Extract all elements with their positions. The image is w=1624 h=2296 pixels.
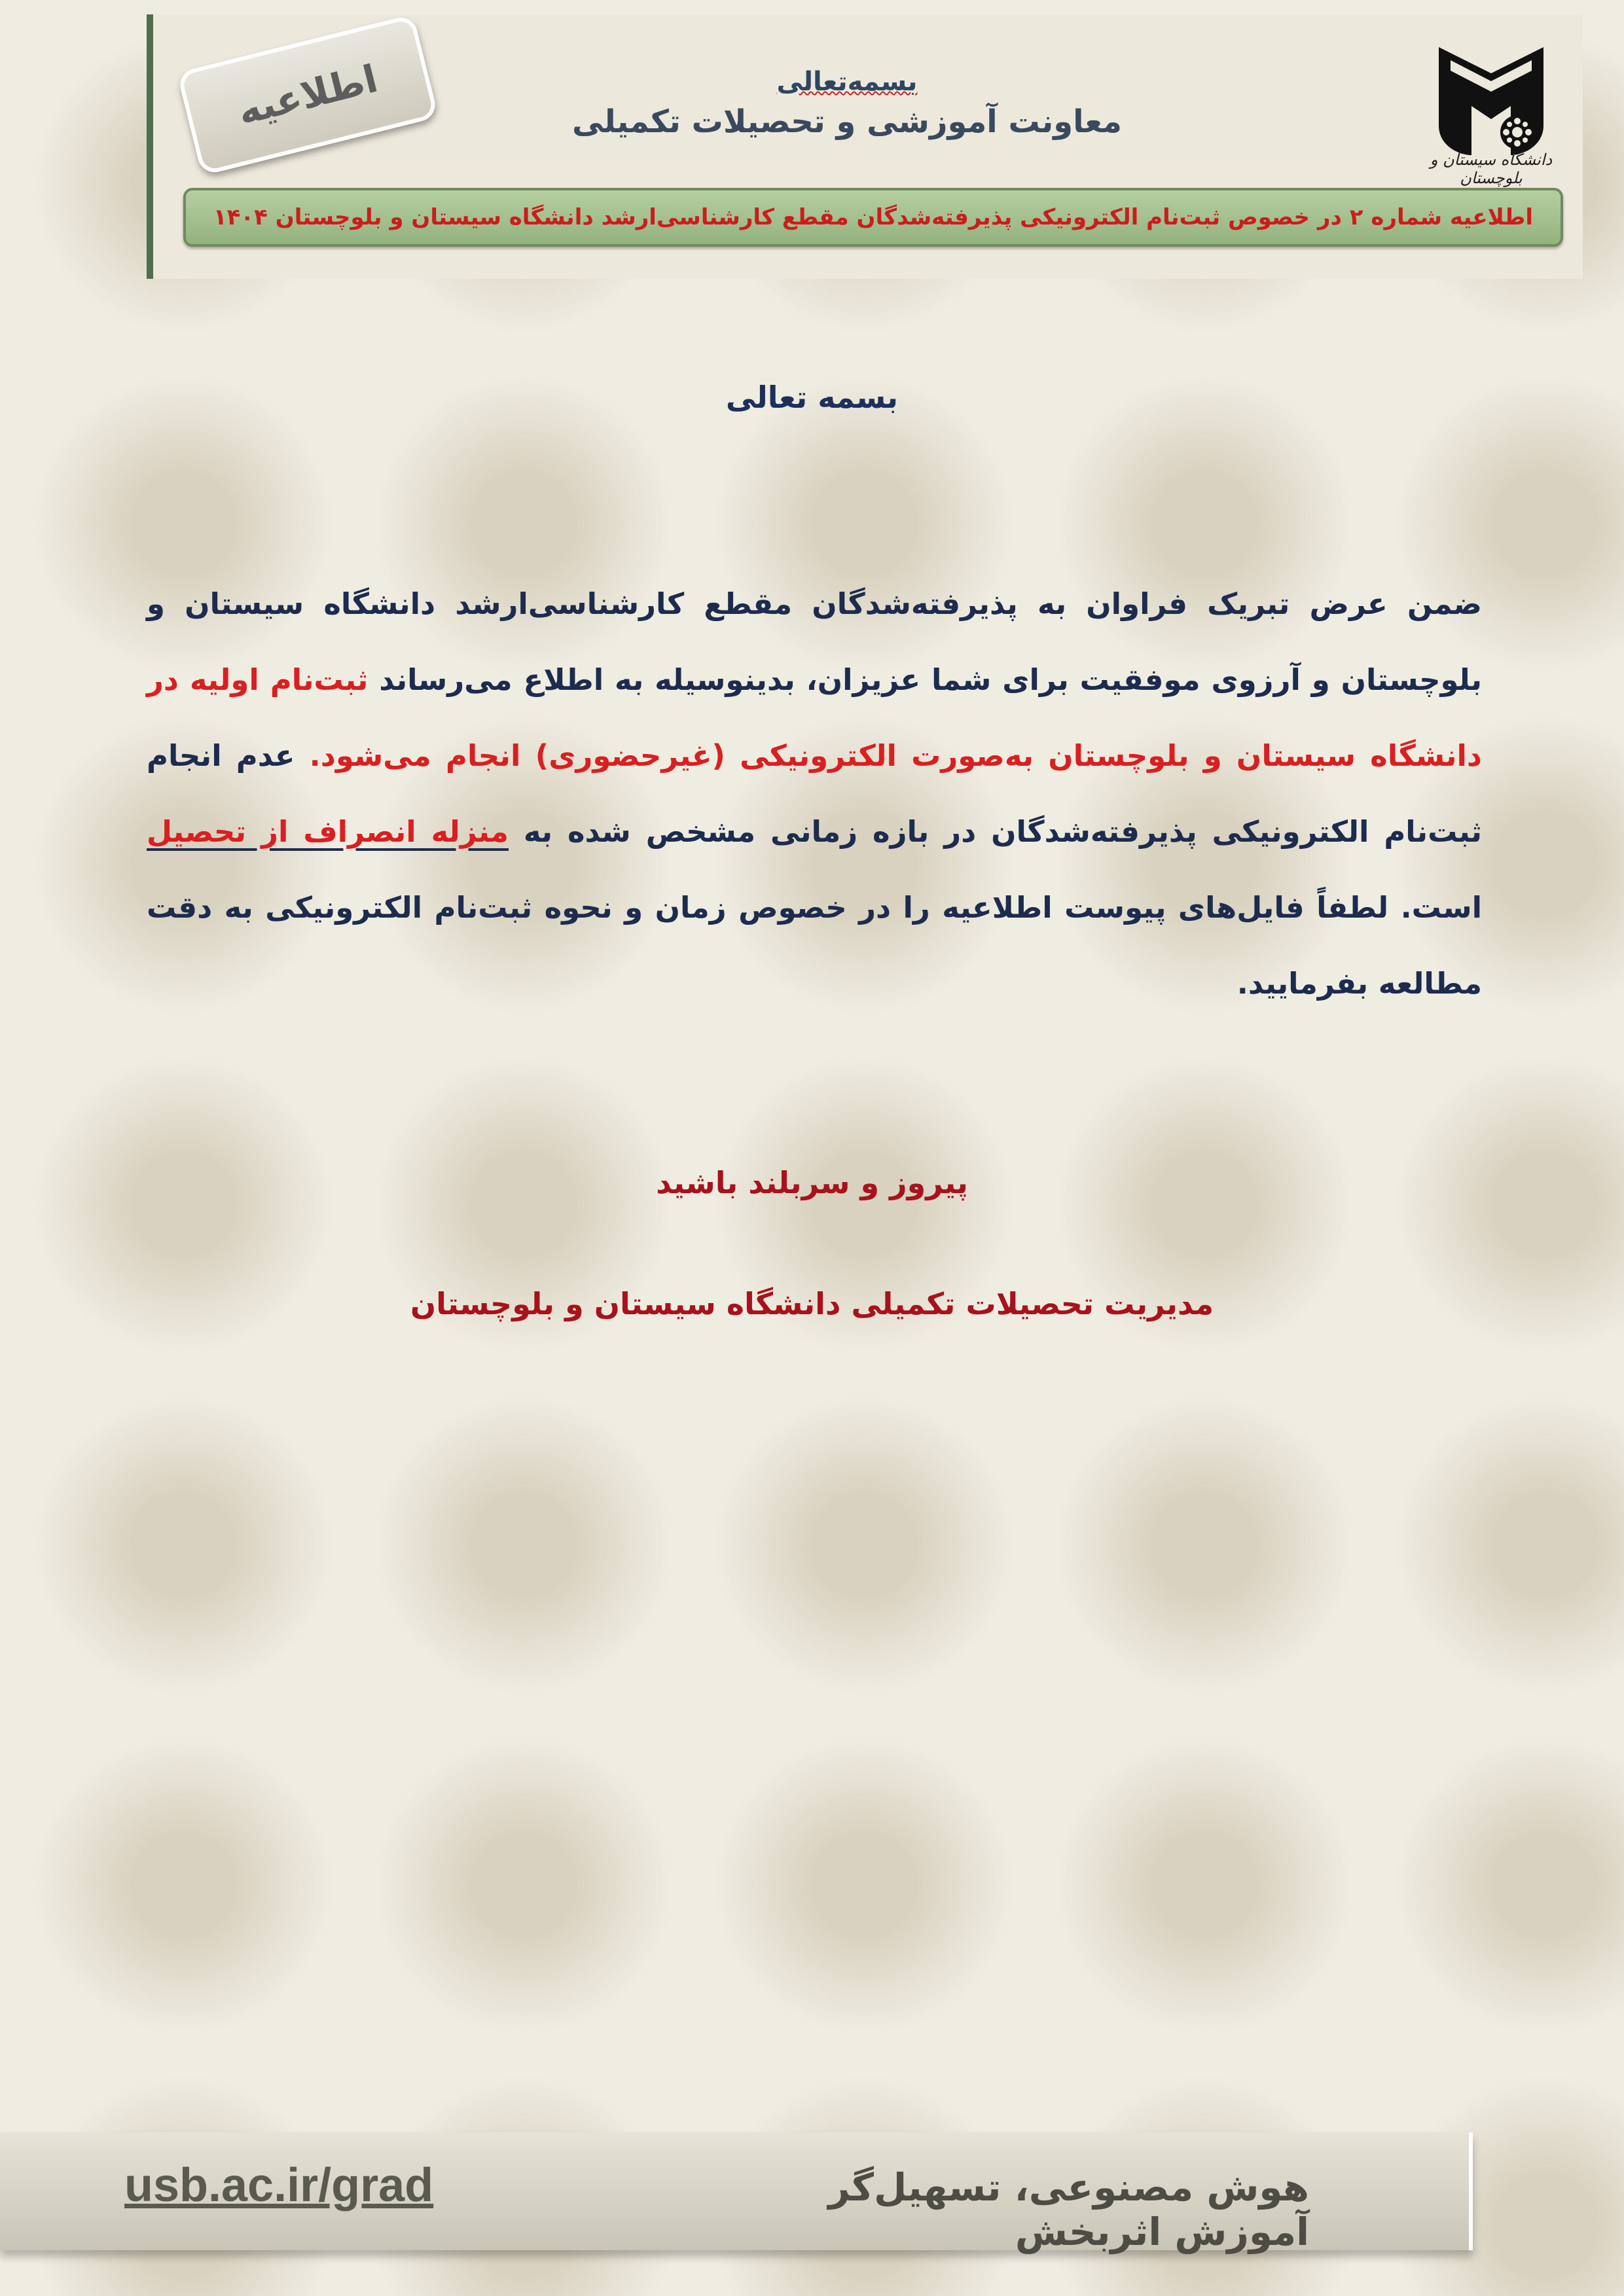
signature-office: مدیریت تحصیلات تکمیلی دانشگاه سیستان و بلوچستان <box>410 1286 1214 1321</box>
office-name: معاونت آموزشی و تحصیلات تکمیلی <box>572 103 1122 140</box>
closing-wish: پیروز و سربلند باشید <box>656 1165 968 1200</box>
announcement-title: اطلاعیه شماره ۲ در خصوص ثبت‌نام الکترونیکی پذیرفته‌شدگان مقطع کارشناسی‌ارشد دانشگاه سیستان و بلوچستان ۱۴۰۴ <box>213 204 1534 230</box>
body-highlight-withdrawal: منزله انصراف از تحصیل <box>147 814 509 849</box>
body-text-part2: عدم انجام ثبت‌نام الکترونیکی پذیرفته‌شدگان در بازه زمانی مشخص شده به <box>147 738 1482 849</box>
announcement-body <box>147 566 1482 1022</box>
stamp-label: اطلاعیه <box>233 56 382 134</box>
body-text-part3: است. لطفاً فایل‌های پیوست اطلاعیه را در خصوص زمان و نحوه ثبت‌نام الکترونیکی به دقت مطالعه بفرمایید. <box>147 890 1482 1001</box>
body-text-part1: ضمن عرض تبریک فراوان به پذیرفته‌شدگان مقطع کارشناسی‌ارشد دانشگاه سیستان و بلوچستان و آرزوی موفقیت برای شما عزیزان، بدینوسیله به اطلاع می‌رساند <box>147 586 1482 697</box>
header-basmala: بسمه‌تعالی <box>776 67 918 97</box>
body-basmala: بسمه تعالی <box>725 380 899 415</box>
footer-url-link[interactable]: usb.ac.ir/grad <box>124 2159 434 2212</box>
logo-caption: دانشگاه سیستان و بلوچستان <box>1430 151 1553 187</box>
announcement-title-strip <box>183 188 1563 247</box>
footer-bar <box>0 2132 1473 2254</box>
header-center <box>559 67 1135 140</box>
header-banner <box>147 14 1583 279</box>
footer-slogan: هوش مصنوعی، تسهیل‌گر آموزش اثربخش <box>828 2165 1309 2254</box>
announcement-stamp <box>177 14 439 175</box>
body-highlight-registration: ثبت‌نام اولیه در دانشگاه سیستان و بلوچستان به‌صورت الکترونیکی (غیرحضوری) انجام می‌شود. <box>147 662 1482 773</box>
